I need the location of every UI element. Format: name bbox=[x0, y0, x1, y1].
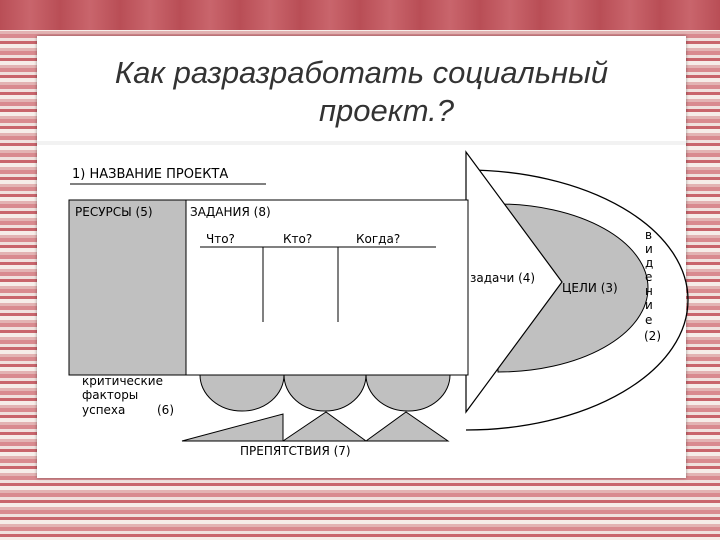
vision-letter-1: в bbox=[645, 228, 653, 242]
obstacle-triangle-3 bbox=[366, 412, 448, 441]
resources-box bbox=[69, 200, 186, 375]
tasks-label: ЗАДАНИЯ (8) bbox=[190, 205, 271, 219]
obstacles-label: ПРЕПЯТСТВИЯ (7) bbox=[240, 444, 351, 458]
goals-tasks-label: задачи (4) bbox=[470, 271, 536, 285]
vision-letter-4: е bbox=[645, 270, 653, 284]
obstacle-triangle-2 bbox=[283, 412, 366, 441]
title-line-2: проект.? bbox=[318, 93, 455, 128]
column-what: Что? bbox=[206, 232, 235, 246]
crit-line-2: факторы bbox=[82, 388, 139, 402]
vision-letter-3: д bbox=[645, 256, 654, 270]
title-line-1: Как разразработать социальный bbox=[114, 55, 609, 90]
column-when: Когда? bbox=[356, 232, 401, 246]
obstacle-triangle-1 bbox=[182, 414, 283, 441]
crit-line-3: успеха bbox=[82, 403, 126, 417]
factor-semicircle-2 bbox=[284, 375, 366, 411]
project-name-label: 1) НАЗВАНИЕ ПРОЕКТА bbox=[72, 167, 229, 182]
vision-number: (2) bbox=[644, 329, 661, 343]
vision-letter-2: и bbox=[645, 242, 653, 256]
crit-number: (6) bbox=[157, 403, 174, 417]
crit-line-1: критические bbox=[82, 374, 163, 388]
factor-semicircle-3 bbox=[366, 375, 450, 411]
vision-letter-6: и bbox=[645, 298, 653, 312]
goals-label: ЦЕЛИ (3) bbox=[562, 281, 618, 295]
resources-label: РЕСУРСЫ (5) bbox=[75, 205, 153, 219]
factor-semicircle-1 bbox=[200, 375, 284, 411]
vision-letter-5: н bbox=[645, 284, 653, 298]
vision-letter-7: е bbox=[645, 313, 653, 327]
column-who: Кто? bbox=[283, 232, 313, 246]
tasks-box bbox=[186, 200, 468, 375]
